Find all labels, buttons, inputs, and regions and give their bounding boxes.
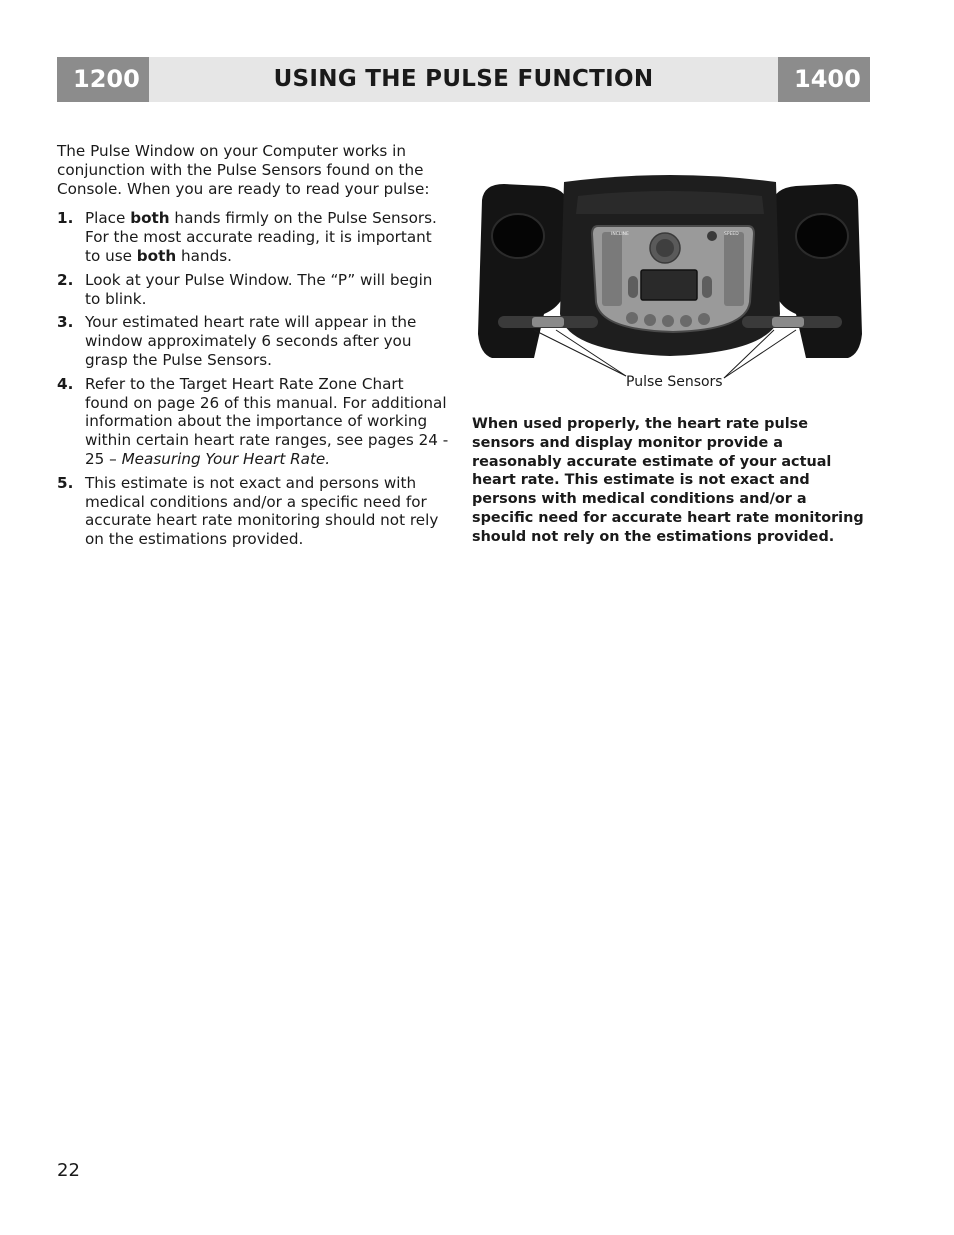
step-text: This estimate is not exact and persons with medical conditions and/or a specific need for accurate heart rate monitoring should not rely on the estimations provided. [85,473,439,549]
speed-label: SPEED [724,232,739,237]
emphasis-both: both [130,209,170,228]
instructions-column [57,142,449,554]
model-number-right: 1400 [778,57,870,102]
reference-title: Measuring Your Heart Rate. [121,449,331,468]
page-header [57,57,870,102]
page-title: USING THE PULSE FUNCTION [273,66,654,92]
warning-paragraph: When used properly, the heart rate pulse sensors and display monitor provide a reasonably accurate estimate of your actual heart rate. This estimate is not exact and persons with medical conditions and/or a specific need for accurate heart rate monitoring should not rely on the estimations provided. [472,416,864,545]
step-number: 3. [57,313,74,332]
page-number: 22 [57,1160,80,1181]
step-item [57,313,449,369]
steps-list [57,209,449,549]
step-item: 1. Place both hands firmly on the Pulse Sensors. For the most accurate reading, it is important to use both hands. [57,209,437,265]
step-item [57,375,449,469]
pulse-sensors-callout: Pulse Sensors [626,374,723,390]
intro-paragraph: The Pulse Window on your Computer works in conjunction with the Pulse Sensors found on the Console. When you are ready to read your pulse: [57,142,430,198]
step-text: Refer to the Target Heart Rate Zone Chart found on page 26 of this manual. For additional information about the importance of working within certain heart rate ranges, see pages 24 - 25 – [85,374,449,468]
model-number-left: 1200 [57,57,149,102]
step-number: 5. [57,473,74,492]
pulse-sensor-left [532,317,564,327]
step-item [57,474,449,549]
step-number: 2. [57,270,74,289]
step-item [57,271,449,309]
step-number: 1. [57,209,74,228]
emphasis-both: both [136,246,177,265]
treadmill-console-illustration [474,164,866,396]
incline-label: INCLINE [611,232,629,237]
step-text: Your estimated heart rate will appear in the window approximately 6 seconds after you grasp the Pulse Sensors. [85,313,417,369]
pulse-sensor-right [772,317,804,327]
step-text: Look at your Pulse Window. The “P” will begin to blink. [85,270,433,308]
step-number: 4. [57,374,74,393]
